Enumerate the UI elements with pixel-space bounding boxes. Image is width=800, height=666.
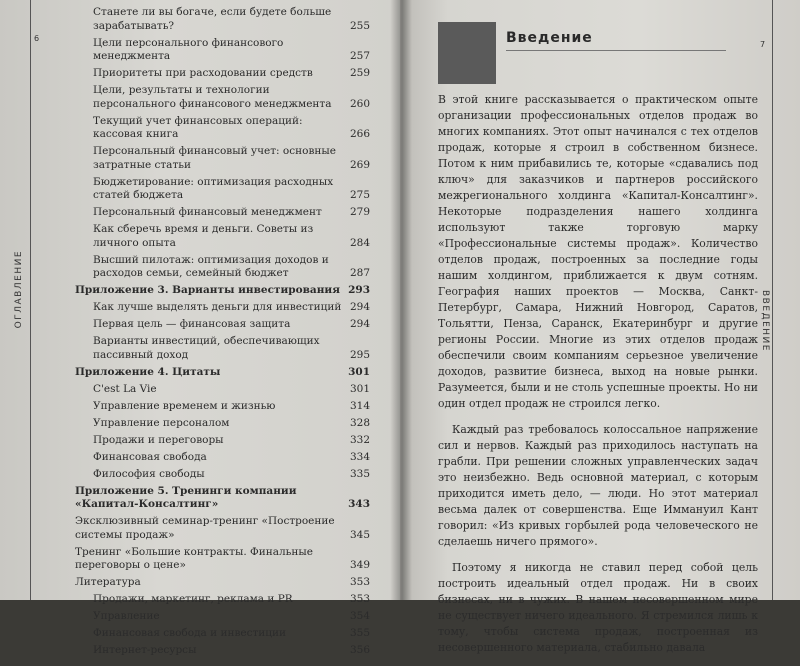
running-head-left: ОГЛАВЛЕНИЕ: [14, 250, 24, 329]
toc-entry: [75, 318, 370, 332]
toc-entry-title: C'est La Vie: [93, 382, 157, 395]
toc-entry-page: 301: [349, 382, 370, 395]
toc-entry: [75, 546, 370, 573]
toc-entry-title: Приложение 3. Варианты инвестирования: [75, 284, 340, 296]
toc-entry: [75, 627, 370, 641]
left-page: [0, 0, 400, 656]
toc-entry-title: Персональный финансовый менеджмент: [93, 206, 322, 218]
toc-entry: [75, 417, 370, 431]
toc-entry: [75, 301, 370, 315]
toc-entry: [75, 468, 370, 482]
toc-entry-title: Высший пилотаж: оптимизация доходов и расходов семьи, семейный бюджет: [93, 253, 329, 279]
toc-entry-title: Текущий учет финансовых операций: кассовая книга: [93, 114, 303, 140]
toc-entry-title: Финансовая свобода и инвестиции: [93, 627, 287, 639]
toc-entry-title: Философия свободы: [93, 467, 205, 480]
toc-entry-title: Продажи, маркетинг, реклама и PR: [93, 593, 293, 605]
toc-entry: [75, 485, 370, 512]
toc-entry: [75, 67, 370, 81]
chapter-heading: Введение: [506, 30, 593, 46]
toc-entry-page: 294: [349, 301, 370, 313]
toc-entry-title: Цели, результаты и технологии персонального финансового менеджмента: [93, 84, 332, 110]
toc-entry-page: 279: [349, 206, 370, 218]
toc-entry: [75, 176, 370, 203]
toc-entry-title: Персональный финансовый учет: основные затратные статьи: [93, 145, 336, 171]
toc-entry-page: 255: [349, 19, 370, 32]
toc-entry: [75, 115, 370, 142]
toc-entry-title: Как сберечь время и деньги. Советы из личного опыта: [93, 223, 314, 249]
toc-entry-title: Литература: [75, 576, 141, 588]
toc-entry-page: 349: [349, 559, 370, 571]
toc-entry: [75, 644, 370, 658]
toc-entry: [75, 223, 370, 250]
toc-entry-page: 293: [348, 284, 370, 296]
body-text: [438, 92, 758, 666]
toc-entry-page: 287: [349, 267, 370, 279]
toc-entry: [75, 515, 370, 542]
toc-entry-title: Цели персонального финансового менеджмента: [93, 36, 284, 62]
margin-rule: [30, 0, 31, 600]
toc-entry: [75, 593, 370, 607]
toc-entry-page: 266: [349, 128, 370, 140]
toc-entry-title: Первая цель — финансовая защита: [93, 318, 291, 330]
toc-entry-page: 257: [349, 50, 370, 62]
toc-entry: [75, 610, 370, 624]
right-page: [400, 0, 800, 654]
toc-entry-title: Как лучше выделять деньги для инвестиций: [93, 301, 342, 313]
book-gutter: [390, 0, 412, 600]
toc-entry-page: 269: [349, 158, 370, 171]
toc-entry-page: 334: [349, 450, 370, 463]
toc-entry: [75, 145, 370, 172]
toc-entry-page: 356: [349, 644, 370, 656]
toc-entry: [75, 451, 370, 465]
toc-entry-page: 294: [349, 318, 370, 330]
table-of-contents: [75, 6, 370, 661]
toc-entry-page: 295: [349, 348, 370, 361]
toc-entry-page: 353: [349, 593, 370, 605]
toc-entry-title: Приложение 4. Цитаты: [75, 365, 221, 378]
toc-entry: [75, 335, 370, 362]
toc-entry: [75, 37, 370, 64]
toc-entry: [75, 284, 370, 298]
toc-entry: [75, 383, 370, 397]
toc-entry: [75, 206, 370, 220]
toc-entry-title: Бюджетирование: оптимизация расходных статей бюджета: [93, 175, 334, 201]
toc-entry-page: 314: [349, 399, 370, 412]
toc-entry-title: Финансовая свобода: [93, 450, 207, 463]
toc-entry: [75, 434, 370, 448]
toc-entry-page: 328: [349, 416, 370, 429]
toc-entry-page: 335: [349, 467, 370, 480]
toc-entry: [75, 366, 370, 380]
toc-entry-page: 275: [349, 189, 370, 201]
toc-entry-title: Интернет-ресурсы: [93, 644, 197, 656]
heading-decoration: [438, 22, 496, 84]
margin-rule: [772, 0, 773, 600]
toc-entry-page: 260: [349, 97, 370, 110]
toc-entry-page: 284: [349, 236, 370, 249]
heading-rule: [506, 50, 726, 51]
toc-entry-title: Варианты инвестиций, обеспечивающих пассивный доход: [93, 335, 320, 361]
paragraph: Поэтому я никогда не ставил перед собой цель построить идеальный отдел продаж. Ни в своих бизнесах, ни в чужих. В нашем несовершенном мире не существует ничего идеального. Я стремился лишь к тому, чтобы система продаж, построенная из несовершенного материала, стабильно давала: [438, 561, 758, 654]
paragraph: В этой книге рассказывается о практическом опыте организации профессиональных отделов продаж во многих компаниях. Этот опыт начинался с тех отделов продаж, которые я строил в собственном бизнесе. Потом к ним прибавились те, которые «сдавались под ключ» для заказчиков и партнеров российского межрегионального холдинга «Капитал-Консалтинг». Некоторые подразделения нашего холдинга используют также торговую марку «Профессиональные системы продаж». Количество отделов продаж, построенных за последние годы нашим холдингом, приближается к двум сотням. География наших проектов — Москва, Санкт-Петербург, Самара, Нижний Новгород, Саратов, Тольятти, Пенза, Саранск, Екатеринбург и другие регионы России. Многие из этих отделов продаж обеспечили своим компаниям серьезное увеличение доходов, развитие бизнеса, выход на новые рынки. Разумеется, были и не столь успешные проекты. Но ни один отдел продаж не строился легко.: [438, 93, 758, 410]
toc-entry: [75, 254, 370, 281]
toc-entry-title: Приложение 5. Тренинги компании «Капитал-Консалтинг»: [75, 484, 297, 510]
toc-entry-page: 332: [349, 433, 370, 446]
paragraph: Каждый раз требовалось колоссальное напряжение сил и нервов. Каждый раз приходилось наступать на грабли. При решении сложных управленческих задач это неизбежно. Ведь основной материал, с которым приходится иметь дело, — люди. Но этот материал весьма далек от совершенства. Еще Иммануил Кант говорил: «Из кривых горбылей рода человеческого не сделаешь ничего прямого».: [438, 423, 758, 548]
toc-entry: [75, 6, 370, 33]
toc-entry-title: Станете ли вы богаче, если будете больше зарабатывать?: [93, 6, 332, 32]
toc-entry-page: 345: [349, 528, 370, 541]
page-number-right: 7: [760, 40, 766, 49]
toc-entry-title: Приоритеты при расходовании средств: [93, 67, 313, 79]
toc-entry-page: 343: [348, 498, 370, 510]
toc-entry: [75, 400, 370, 414]
toc-entry-title: Управление персоналом: [93, 416, 230, 429]
toc-entry-page: 259: [349, 67, 370, 79]
toc-entry-page: 353: [349, 576, 370, 588]
toc-entry: [75, 576, 370, 590]
toc-entry-page: 355: [349, 627, 370, 639]
page-number-left: 6: [34, 34, 40, 43]
toc-entry-title: Управление: [93, 610, 160, 622]
toc-entry-page: 301: [348, 365, 370, 378]
toc-entry-title: Тренинг «Большие контракты. Финальные переговоры о цене»: [75, 545, 313, 571]
toc-entry: [75, 84, 370, 111]
toc-entry-title: Эксклюзивный семинар-тренинг «Построение системы продаж»: [75, 515, 335, 541]
running-head-right: ВВЕДЕНИЕ: [760, 290, 770, 352]
toc-entry-page: 354: [349, 610, 370, 622]
toc-entry-title: Продажи и переговоры: [93, 433, 224, 446]
toc-entry-title: Управление временем и жизнью: [93, 399, 276, 412]
